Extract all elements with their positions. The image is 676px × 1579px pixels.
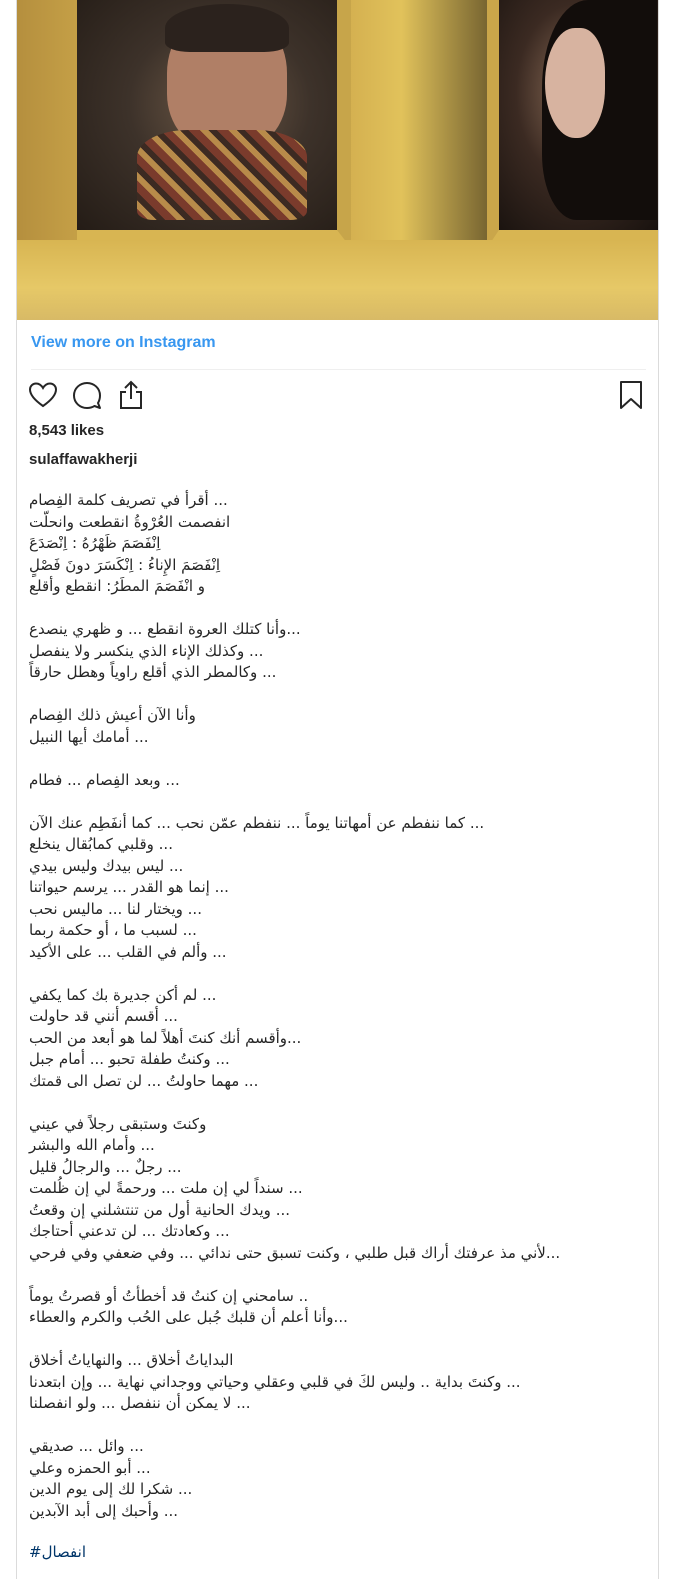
caption-line: ... إنما هو القدر ... يرسم حيواتنا — [29, 878, 229, 896]
share-icon[interactable] — [115, 379, 147, 411]
photo-woman-face — [545, 28, 605, 138]
caption-blank-line — [29, 1092, 629, 1114]
caption-line: ...وأنا كتلك العروة انقطع ... و ظهري ينصدع — [29, 620, 301, 638]
view-more-link[interactable]: View more on Instagram — [31, 334, 216, 351]
caption-line: ... وكنتَ بداية .. وليس لكَ في قلبي وعقلي وحياتي ووجداني نهاية ... وإن ابتعدنا — [29, 1372, 521, 1391]
caption-line: ...وأنا أعلم أن قلبك جُبل على الحُب والكرم والعطاء — [29, 1308, 348, 1326]
caption-line: ...وأقسم أنك كنتَ أهلاً لما هو أبعد من الحب — [29, 1028, 302, 1047]
photo-blur-foreground — [17, 240, 658, 320]
caption-blank-line — [29, 684, 629, 706]
caption-blank-line — [29, 1264, 629, 1286]
caption-line: ... رجلٌ ... والرجالُ قليل — [29, 1157, 182, 1176]
caption-line: ... وأمام الله والبشر — [29, 1136, 155, 1154]
caption-line: ... وقلبي كمابُقال ينخلع — [29, 835, 173, 853]
caption-line: ... وأحبك إلى أبد الآبدين — [29, 1501, 179, 1520]
caption-line: ... وكعادتك ... لن تدعني أحتاجك — [29, 1222, 230, 1240]
caption-line: ... أمامك أيها النبيل — [29, 727, 149, 746]
caption-line: اِنْفَصَمَ الإِناءُ : اِنْكَسَرَ دونَ فَصْلٍ — [29, 555, 221, 574]
caption-line: ... وألم في القلب ... على الأكيد — [29, 942, 227, 961]
caption-line: انفصمت العُرْوةُ انقطعت وانحلّت — [29, 512, 231, 531]
caption-line: ... أقرأ في تصريف كلمة الفِصام — [29, 491, 228, 509]
photo-man-scarf — [137, 130, 307, 220]
caption-line: .. سامحني إن كنتُ قد أخطأتُ أو قصرتُ يوماً — [29, 1286, 309, 1305]
caption-line: ... لسبب ما ، أو حكمة ربما — [29, 921, 197, 939]
caption-line: وكنتَ وستبقى رجلاً في عيني — [29, 1114, 207, 1133]
caption-line: ... أبو الحمزه وعلي — [29, 1458, 151, 1477]
likes-count[interactable]: 8,543 likes — [29, 422, 105, 439]
caption-line: ...لأني مذ عرفتك أراك قبل طلبي ، وكنت تسبق حتى ندائي ... وفي ضعفي وفي فرحي — [29, 1243, 561, 1262]
action-bar — [27, 379, 647, 413]
bookmark-icon[interactable] — [615, 379, 647, 411]
photo-man-hair — [165, 4, 289, 52]
caption-line: ... ويدك الحانية أول من تنتشلني إن وقعتُ — [29, 1200, 290, 1219]
caption-line: و انْفَصَمَ المطَرُ: انقطع وأقلع — [29, 577, 206, 595]
caption-blank-line — [29, 791, 629, 813]
caption-blank-line — [29, 598, 629, 620]
caption-line: ... وائل ... صديقي — [29, 1437, 144, 1455]
divider — [31, 369, 646, 370]
post-caption — [29, 490, 629, 1522]
caption-line: ... لم أكن جديرة بك كما يكفي — [29, 985, 217, 1004]
caption-blank-line — [29, 963, 629, 985]
caption-line: ... مهما حاولتُ ... لن تصل الى قمتك — [29, 1071, 259, 1090]
caption-line: وأنا الآن أعيش ذلك الفِصام — [29, 706, 196, 724]
caption-blank-line — [29, 1415, 629, 1437]
instagram-embed-card — [16, 0, 659, 1579]
caption-line: ... ويختار لنا ... ماليس نحب — [29, 899, 202, 918]
caption-line: ... وكالمطر الذي أقلع راوياً وهطل حارقاً — [29, 663, 277, 681]
caption-line: ... وكنتُ طفلة تحبو ... أمام جبل — [29, 1050, 230, 1068]
heart-icon[interactable] — [27, 379, 59, 411]
caption-line: ... كما ننفطم عن أمهاتنا يوماً ... ننفطم عمّن نحب ... كما أنفَطِم عنك الآن — [29, 813, 485, 832]
caption-line: ... شكرا لك إلى يوم الدين — [29, 1480, 193, 1498]
caption-line: ... أقسم أنني قد حاولت — [29, 1007, 178, 1025]
hashtag-link[interactable]: #انفصال — [29, 1543, 86, 1561]
caption-line: البداياتُ أخلاق ... والنهاياتُ أخلاق — [29, 1351, 234, 1369]
comment-icon[interactable] — [71, 379, 103, 411]
caption-line: ... وبعد الفِصام ... فطام — [29, 770, 180, 789]
caption-line: ... سنداً لي إن ملت ... ورحمةً لي إن ظُلمت — [29, 1179, 303, 1197]
caption-line: ... لا يمكن أن ننفصل ... ولو انفصلنا — [29, 1394, 251, 1412]
caption-line: ... وكذلك الإناء الذي ينكسر ولا ينفصل — [29, 641, 264, 660]
caption-blank-line — [29, 1329, 629, 1351]
caption-line: ... ليس بيدك وليس بيدي — [29, 856, 184, 875]
caption-line: اِنْفَصَمَ ظَهْرُهُ : اِنْصَدَعَ — [29, 534, 161, 552]
caption-blank-line — [29, 748, 629, 770]
post-photo[interactable] — [17, 0, 658, 320]
username-link[interactable]: sulaffawakherji — [29, 451, 138, 468]
